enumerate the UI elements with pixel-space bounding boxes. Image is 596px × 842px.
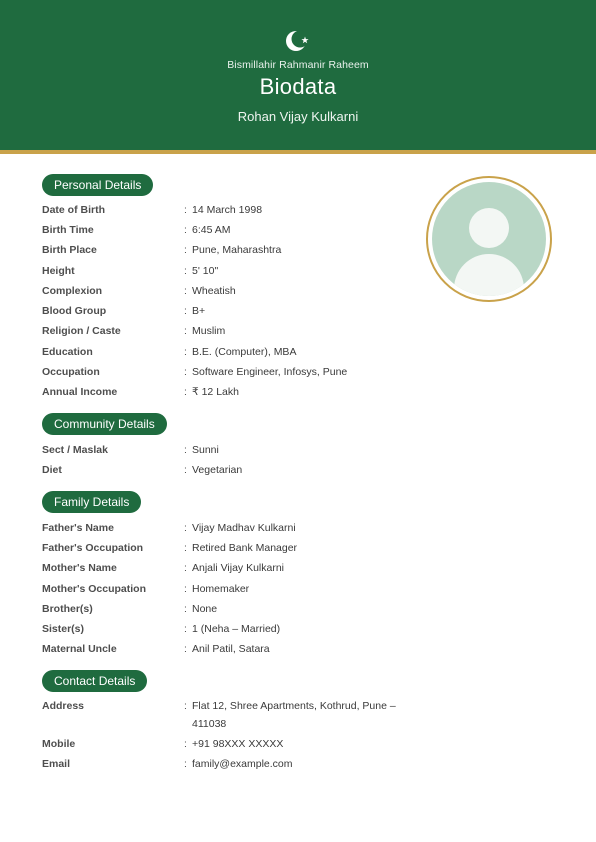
header-divider xyxy=(0,150,596,154)
row-separator: : xyxy=(184,386,187,398)
row-value: 14 March 1998 xyxy=(192,204,263,216)
row-label: Maternal Uncle xyxy=(42,643,117,655)
section-heading-community: Community Details xyxy=(42,413,167,435)
row-value: B+ xyxy=(192,305,206,317)
profile-photo xyxy=(426,176,552,302)
row-separator: : xyxy=(184,305,187,317)
avatar-head xyxy=(469,208,509,248)
row-separator: : xyxy=(184,542,187,554)
candidate-name: Rohan Vijay Kulkarni xyxy=(237,109,359,124)
row-value: B.E. (Computer), MBA xyxy=(192,346,297,358)
row-label: Sister(s) xyxy=(42,623,85,635)
row-label: Mother's Occupation xyxy=(42,583,147,595)
row-label: Brother(s) xyxy=(42,603,93,615)
crescent-star-icon xyxy=(283,26,313,56)
row-label: Religion / Caste xyxy=(42,325,121,337)
row-value: Anil Patil, Satara xyxy=(192,643,270,655)
row-value: Wheatish xyxy=(192,285,236,297)
row-value: ₹ 12 Lakh xyxy=(192,386,239,398)
row-separator: : xyxy=(184,583,187,595)
row-separator: : xyxy=(184,224,187,236)
row-value: +91 98XXX XXXXX xyxy=(192,738,284,750)
row-separator: : xyxy=(184,204,187,216)
row-separator: : xyxy=(184,758,187,770)
row-separator: : xyxy=(184,562,187,574)
row-separator: : xyxy=(184,522,187,534)
avatar-body xyxy=(454,254,524,296)
row-label: Address xyxy=(42,700,85,712)
row-value: Muslim xyxy=(192,325,226,337)
section-heading-contact: Contact Details xyxy=(42,670,147,692)
row-label: Diet xyxy=(42,464,62,476)
row-label: Education xyxy=(42,346,93,358)
row-separator: : xyxy=(184,265,187,277)
row-separator: : xyxy=(184,603,187,615)
row-label: Blood Group xyxy=(42,305,107,317)
row-value: Retired Bank Manager xyxy=(192,542,298,554)
row-value: Vijay Madhav Kulkarni xyxy=(192,522,296,534)
row-value: Sunni xyxy=(192,444,219,456)
row-label: Height xyxy=(42,265,75,277)
row-separator: : xyxy=(184,464,187,476)
row-label: Annual Income xyxy=(42,386,118,398)
row-label: Father's Occupation xyxy=(42,542,144,554)
row-value: Anjali Vijay Kulkarni xyxy=(192,562,285,574)
row-label: Sect / Maslak xyxy=(42,444,108,456)
row-separator: : xyxy=(184,700,187,712)
row-value: Homemaker xyxy=(192,583,250,595)
section-heading-personal: Personal Details xyxy=(42,174,153,196)
row-value: 6:45 AM xyxy=(192,224,231,236)
row-label: Email xyxy=(42,758,71,770)
header-banner xyxy=(0,0,596,150)
row-separator: : xyxy=(184,623,187,635)
row-value: 1 (Neha – Married) xyxy=(192,623,281,635)
row-value: Flat 12, Shree Apartments, Kothrud, Pune – 411038 xyxy=(192,700,396,730)
row-label: Birth Time xyxy=(42,224,94,236)
row-separator: : xyxy=(184,325,187,337)
row-label: Father's Name xyxy=(42,522,114,534)
row-label: Occupation xyxy=(42,366,100,378)
bismillah-text: Bismillahir Rahmanir Raheem xyxy=(227,59,369,71)
page-title: Biodata xyxy=(259,74,337,99)
row-separator: : xyxy=(184,346,187,358)
row-label: Complexion xyxy=(42,285,103,297)
row-label: Birth Place xyxy=(42,244,97,256)
section-heading-family: Family Details xyxy=(42,491,141,513)
row-label: Date of Birth xyxy=(42,204,105,216)
row-separator: : xyxy=(184,444,187,456)
row-separator: : xyxy=(184,285,187,297)
row-separator: : xyxy=(184,244,187,256)
row-label: Mobile xyxy=(42,738,76,750)
row-value: None xyxy=(192,603,218,615)
row-value: 5' 10" xyxy=(192,265,219,277)
row-separator: : xyxy=(184,738,187,750)
row-separator: : xyxy=(184,366,187,378)
row-label: Mother's Name xyxy=(42,562,117,574)
row-value: family@example.com xyxy=(192,758,293,770)
row-value: Software Engineer, Infosys, Pune xyxy=(192,366,348,378)
row-value: Pune, Maharashtra xyxy=(192,244,282,256)
row-separator: : xyxy=(184,643,187,655)
avatar-placeholder-icon xyxy=(432,182,546,296)
row-value: Vegetarian xyxy=(192,464,243,476)
